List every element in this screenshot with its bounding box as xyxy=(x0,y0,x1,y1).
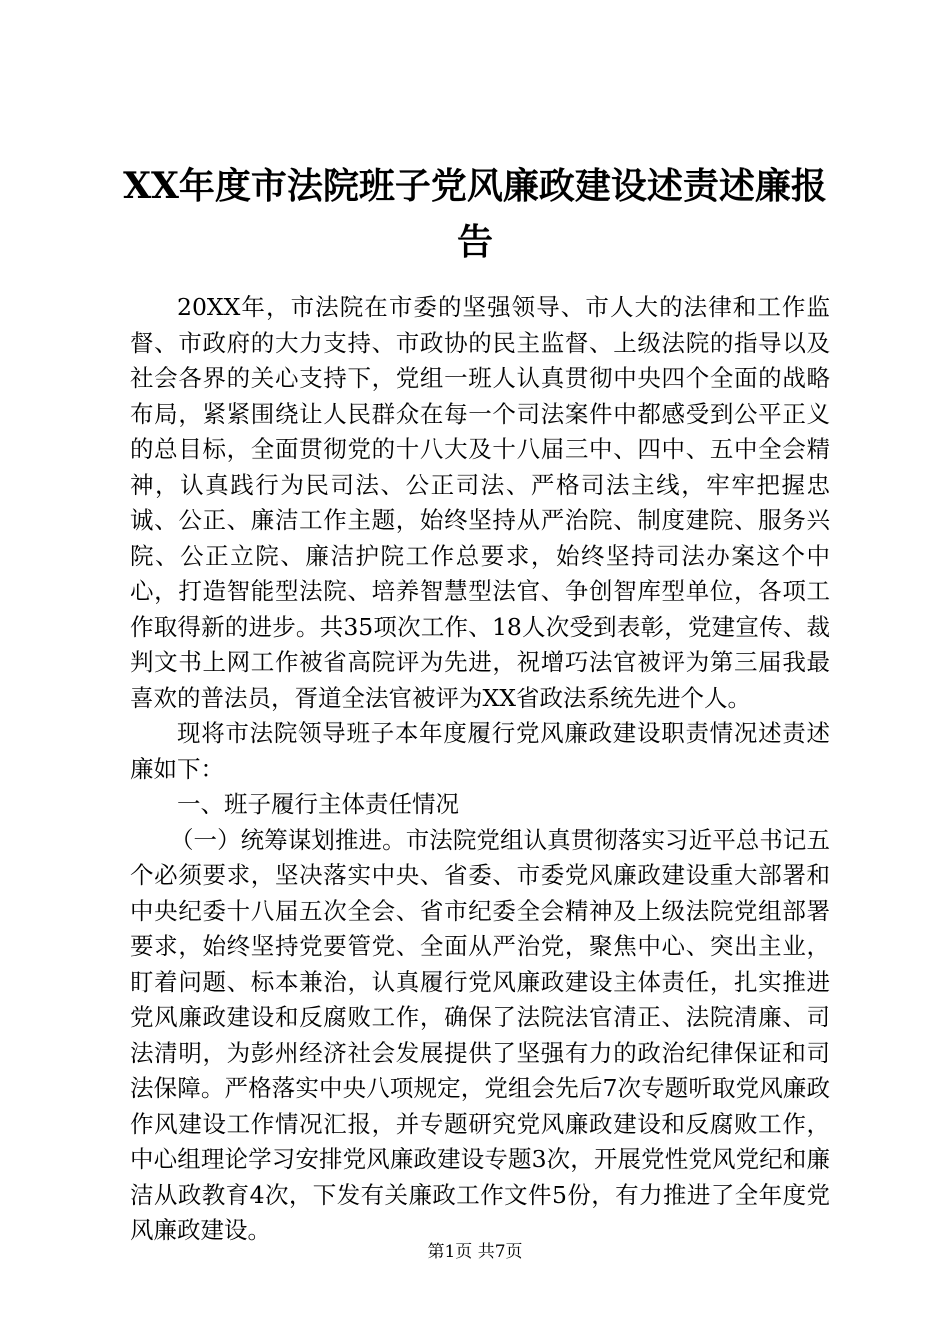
paragraph-intro: 20XX年，市法院在市委的坚强领导、市人大的法律和工作监督、市政府的大力支持、市政协的民主监督、上级法院的指导以及社会各界的关心支持下，党组一班人认真贯彻中央四个全面的战略布局，紧紧围绕让人民群众在每一个司法案件中都感受到公平正义的总目标，全面贯彻党的十八大及十八届三中、四中、五中全会精神，认真践行为民司法、公正司法、严格司法主线，牢牢把握忠诚、公正、廉洁工作主题，始终坚持从严治院、制度建院、服务兴院、公正立院、廉洁护院工作总要求，始终坚持司法办案这个中心，打造智能型法院、培养智慧型法官、争创智库型单位，各项工作取得新的进步。共35项次工作、18人次受到表彰，党建宣传、裁判文书上网工作被省高院评为先进，祝增巧法官被评为第三届我最喜欢的普法员，胥道全法官被评为XX省政法系统先进个人。 xyxy=(130,293,830,712)
section-heading-1: 一、班子履行主体责任情况 xyxy=(177,790,459,818)
paragraph-report-statement: 现将市法院领导班子本年度履行党风廉政建设职责情况述责述廉如下： xyxy=(130,719,830,783)
document-title-line-2: 告 xyxy=(456,221,493,263)
document-body xyxy=(130,290,830,1249)
page-footer: 第1页 共7页 xyxy=(427,1242,523,1262)
document-title-line-1: XX年度市法院班子党风廉政建设述责述廉报 xyxy=(123,165,827,207)
paragraph-subsection-1: （一）统筹谋划推进。市法院党组认真贯彻落实习近平总书记五个必须要求，坚决落实中央、省委、市委党风廉政建设重大部署和中央纪委十八届五次全会、省市纪委全会精神及上级法院党组部署要求，始终坚持党要管党、全面从严治党，聚焦中心、突出主业，盯着问题、标本兼治，认真履行党风廉政建设主体责任，扎实推进党风廉政建设和反腐败工作，确保了法院法官清正、法院清廉、司法清明，为彭州经济社会发展提供了坚强有力的政治纪律保证和司法保障。严格落实中央八项规定，党组会先后7次专题听取党风廉政作风建设工作情况汇报，并专题研究党风廉政建设和反腐败工作，中心组理论学习安排党风廉政建设专题3次，开展党性党风党纪和廉洁从政教育4次，下发有关廉政工作文件5份，有力推进了全年度党风廉政建设。 xyxy=(130,825,830,1244)
